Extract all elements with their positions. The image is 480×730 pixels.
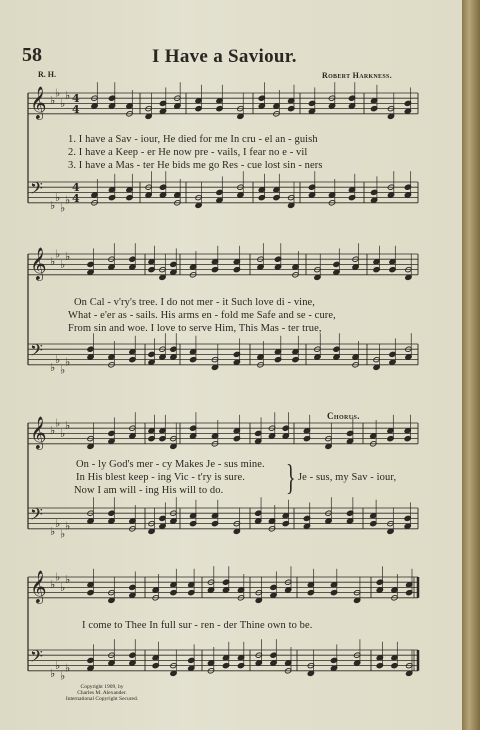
chorus-line1-lyric: On - ly God's mer - cy Makes Je - sus mine. (76, 459, 265, 470)
flat-sign: ♭ (50, 94, 56, 108)
flat-sign: ♭ (65, 89, 71, 102)
flat-sign: ♭ (55, 353, 61, 366)
system2-verse1-lyric: On Cal - v'ry's tree. I do not mer - it Such love di - vine, (74, 297, 316, 308)
system4-lyric: I come to Thee In full sur - ren - der Thine own to be. (82, 620, 313, 631)
flat-sign: ♭ (65, 355, 71, 369)
lyricist-initials: R. H. (38, 70, 56, 79)
flat-sign: ♭ (65, 519, 71, 533)
flat-sign: ♭ (55, 191, 61, 204)
flat-sign: ♭ (55, 416, 61, 430)
flat-sign: ♭ (60, 426, 66, 440)
flat-sign: ♭ (50, 198, 56, 212)
system1-verse3-lyric: 3. I have a Mas - ter He bids me go Res - cue lost sin - ners (68, 160, 323, 171)
copyright-line1: Copyright 1909, by (80, 684, 124, 690)
time-signature-top: 4 (72, 92, 80, 105)
flat-sign: ♭ (65, 419, 71, 432)
flat-sign: ♭ (55, 517, 61, 530)
flat-sign: ♭ (50, 578, 56, 592)
bass-clef: 𝄢 (30, 178, 43, 202)
flat-sign: ♭ (60, 527, 66, 541)
flat-sign: ♭ (60, 363, 66, 377)
treble-clef: 𝄞 (30, 247, 47, 280)
chorus-line3-lyric: Now I am will - ing His will to do. (74, 485, 224, 496)
flat-sign: ♭ (50, 524, 56, 538)
treble-clef: 𝄞 (30, 570, 47, 603)
flat-sign: ♭ (60, 96, 66, 110)
bass-clef: 𝄢 (30, 646, 43, 670)
chorus-refrain-lyric: Je - sus, my Sav - iour, (298, 472, 397, 483)
verse-brace: } (286, 457, 296, 497)
book-spine (462, 0, 480, 730)
flat-sign: ♭ (55, 659, 61, 672)
flat-sign: ♭ (55, 247, 61, 261)
system2-verse2-lyric: What - e'er as - sails. His arms en - fold me Safe and se - cure, (68, 310, 336, 321)
bass-clef: 𝄢 (30, 340, 43, 364)
flat-sign: ♭ (55, 570, 61, 584)
system1-verse1-lyric: 1. I have a Sav - iour, He died for me In cru - el an - guish (68, 134, 318, 145)
flat-sign: ♭ (55, 86, 61, 100)
flat-sign: ♭ (60, 580, 66, 594)
flat-sign: ♭ (65, 250, 71, 263)
flat-sign: ♭ (60, 669, 66, 683)
time-signature-bottom: 4 (72, 103, 80, 116)
chorus-label: Chorus. (327, 411, 360, 421)
time-signature-top: 4 (72, 181, 80, 194)
hymn-title: I Have a Saviour. (152, 46, 297, 67)
flat-sign: ♭ (60, 257, 66, 271)
copyright-line3: International Copyright Secured. (65, 696, 139, 702)
bass-clef: 𝄢 (30, 504, 43, 528)
flat-sign: ♭ (60, 201, 66, 215)
flat-sign: ♭ (50, 255, 56, 269)
flat-sign: ♭ (50, 360, 56, 374)
system2-verse3-lyric: From sin and woe. I love to serve Him, This Mas - ter true, (68, 323, 322, 334)
flat-sign: ♭ (65, 661, 71, 675)
composer-credit: Robert Harkness. (322, 71, 392, 80)
page-number: 58 (22, 44, 42, 66)
flat-sign: ♭ (65, 573, 71, 586)
treble-clef: 𝄞 (30, 86, 47, 119)
copyright-line2: Charles M. Alexander. (77, 690, 127, 696)
flat-sign: ♭ (50, 666, 56, 680)
chorus-line2-lyric: In His blest keep - ing Vic - t'ry is sure. (76, 472, 245, 483)
flat-sign: ♭ (50, 424, 56, 438)
time-signature-bottom: 4 (72, 192, 80, 205)
system1-verse2-lyric: 2. I have a Keep - er He now pre - vails, I fear no e - vil (68, 147, 308, 158)
flat-sign: ♭ (65, 193, 71, 207)
treble-clef: 𝄞 (30, 416, 47, 449)
